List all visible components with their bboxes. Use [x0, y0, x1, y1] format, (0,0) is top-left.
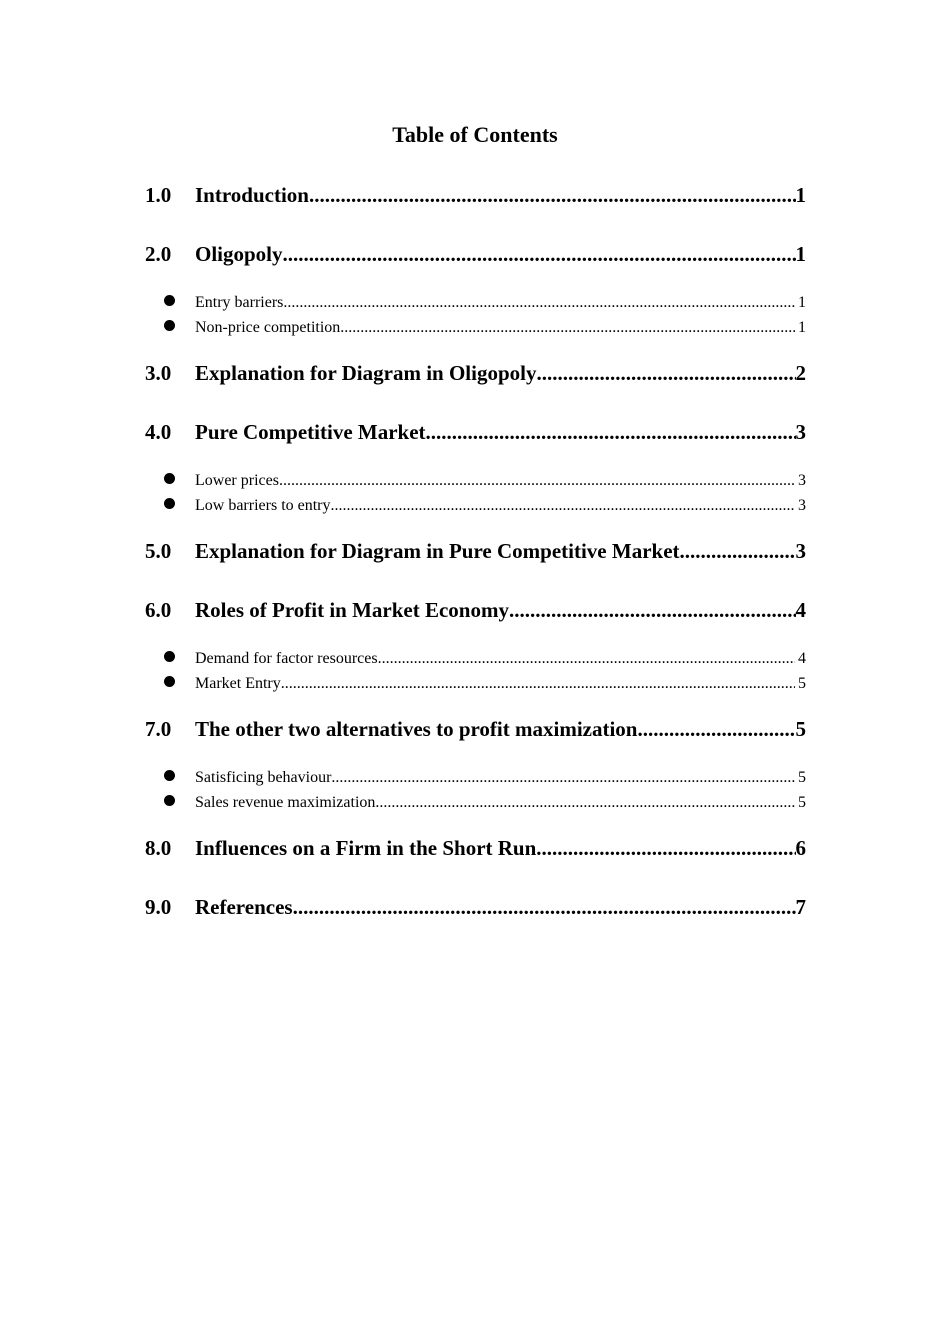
toc-entry-number: 8.0 [145, 836, 172, 860]
toc-subentry-satisficing-behaviour[interactable] [145, 767, 806, 789]
dot-leader [283, 239, 796, 269]
dot-leader [281, 673, 795, 695]
dot-leader [340, 317, 795, 339]
toc-entry-diagram-oligopoly[interactable] [145, 358, 806, 388]
toc-subentry-label: Non-price competition [195, 319, 341, 336]
toc-subentry-market-entry[interactable] [145, 673, 806, 695]
toc-subentry-label: Market Entry [195, 675, 281, 692]
dot-leader [537, 358, 796, 388]
toc-entry-number: 7.0 [145, 717, 172, 741]
dot-leader [283, 292, 795, 314]
toc-entry-page: 6 [795, 836, 806, 860]
toc-subentry-page: 3 [798, 472, 806, 489]
toc-subentry-page: 5 [798, 675, 806, 692]
dot-leader [375, 792, 795, 814]
toc-entry-number: 5.0 [145, 539, 172, 563]
toc-entry-page: 1 [795, 183, 806, 207]
toc-subentry-label: Lower prices [195, 472, 279, 489]
toc-subentry-page: 1 [798, 319, 806, 336]
toc-entry-label: Roles of Profit in Market Economy [195, 598, 509, 622]
toc-subentry-sales-revenue-max[interactable] [145, 792, 806, 814]
toc-entry-introduction[interactable] [145, 180, 806, 210]
toc-entry-number: 4.0 [145, 420, 172, 444]
dot-leader [279, 470, 795, 492]
dot-leader [309, 180, 796, 210]
toc-entry-label: Explanation for Diagram in Pure Competitive Market [195, 539, 680, 563]
toc-subentry-label: Entry barriers [195, 294, 284, 311]
toc-entry-page: 7 [795, 895, 806, 919]
dot-leader [331, 495, 795, 517]
toc-entry-references[interactable] [145, 892, 806, 922]
toc-entry-page: 3 [795, 420, 806, 444]
toc-entry-label: Explanation for Diagram in Oligopoly [195, 361, 537, 385]
toc-subentry-page: 5 [798, 769, 806, 786]
toc-entry-label: Pure Competitive Market [195, 420, 426, 444]
toc-subentry-label: Low barriers to entry [195, 497, 331, 514]
toc-entry-label: Oligopoly [195, 242, 283, 266]
toc-subentry-non-price-competition[interactable] [145, 317, 806, 339]
toc-entry-number: 2.0 [145, 242, 172, 266]
dot-leader [509, 595, 796, 625]
toc-entry-number: 3.0 [145, 361, 172, 385]
toc-subentry-low-barriers[interactable] [145, 495, 806, 517]
toc-entry-oligopoly[interactable] [145, 239, 806, 269]
toc-subentry-lower-prices[interactable] [145, 470, 806, 492]
toc-title: Table of Contents [392, 122, 558, 147]
toc-subentry-page: 1 [798, 294, 806, 311]
toc-entry-page: 5 [795, 717, 806, 741]
toc-entry-pure-competitive-market[interactable] [145, 417, 806, 447]
toc-entry-page: 4 [795, 598, 806, 622]
toc-subentry-demand-factor-resources[interactable] [145, 648, 806, 670]
toc-subentry-label: Satisficing behaviour [195, 769, 332, 786]
toc-entry-label: Influences on a Firm in the Short Run [195, 836, 537, 860]
toc-subentry-page: 5 [798, 794, 806, 811]
dot-leader [680, 536, 796, 566]
toc-subentry-label: Sales revenue maximization [195, 794, 376, 811]
toc-entry-label: The other two alternatives to profit maximization [195, 717, 638, 741]
toc-entry-page: 3 [795, 539, 806, 563]
toc-entry-label: Introduction [195, 183, 309, 207]
toc-entry-page: 1 [795, 242, 806, 266]
dot-leader [331, 767, 795, 789]
dot-leader [638, 714, 796, 744]
dot-leader [426, 417, 796, 447]
toc-entry-number: 1.0 [145, 183, 172, 207]
toc-subentry-label: Demand for factor resources [195, 650, 378, 667]
toc-entry-influences-short-run[interactable] [145, 833, 806, 863]
toc-entry-number: 6.0 [145, 598, 172, 622]
toc-subentry-entry-barriers[interactable] [145, 292, 806, 314]
toc-entry-label: References [195, 895, 293, 919]
toc-entry-alternatives-profit-max[interactable] [145, 714, 806, 744]
dot-leader [293, 892, 796, 922]
toc-entry-number: 9.0 [145, 895, 172, 919]
dot-leader [378, 648, 795, 670]
dot-leader [536, 833, 795, 863]
toc-entry-roles-of-profit[interactable] [145, 595, 806, 625]
toc-entry-page: 2 [795, 361, 806, 385]
toc-subentry-page: 4 [798, 650, 806, 667]
toc-entry-diagram-pure-competitive[interactable] [145, 536, 806, 566]
toc-subentry-page: 3 [798, 497, 806, 514]
